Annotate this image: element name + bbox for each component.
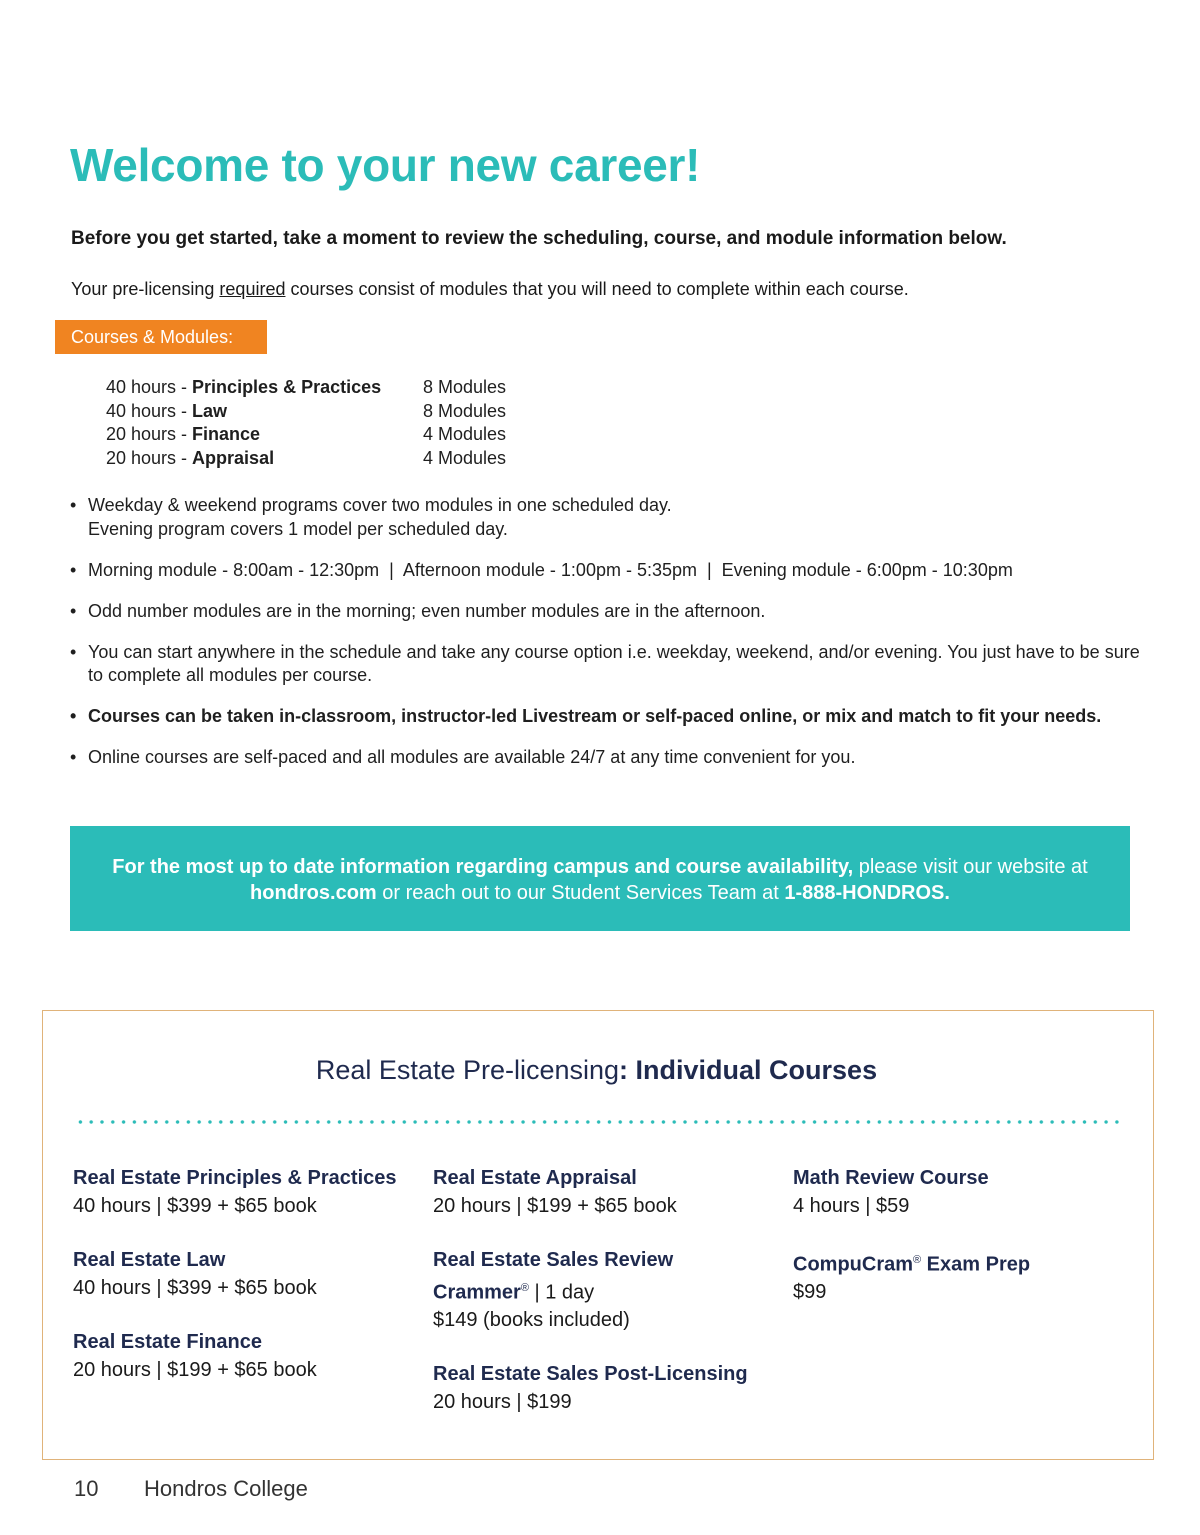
callout-text: please visit our website at	[853, 856, 1088, 878]
intro-text	[71, 279, 909, 300]
dotted-divider	[75, 1119, 1125, 1125]
bullet-dot: •	[70, 747, 77, 767]
bullet-text: You can start anywhere in the schedule and take any course option i.e. weekday, weekend, and/or evening. You just have to be sure to complete all modules per course.	[88, 641, 1140, 685]
course-entry	[433, 1247, 783, 1334]
courses-column-2	[433, 1165, 783, 1443]
course-row	[106, 447, 606, 471]
course-entry	[73, 1247, 423, 1302]
course-hours: 20 hours -	[106, 447, 193, 468]
course-title: Math Review Course	[793, 1167, 989, 1189]
crammer-duration: | 1 day	[528, 1281, 595, 1304]
bullet-dot: •	[70, 495, 77, 515]
course-detail: 20 hours | $199 + $65 book	[73, 1358, 317, 1381]
bullet-module-times	[70, 559, 1140, 583]
course-entry	[73, 1329, 423, 1384]
course-modules: 8 Modules	[423, 400, 507, 421]
bullet-text: Courses can be taken in-classroom, instructor-led Livestream or self-paced online, or mix and match to fit your needs.	[88, 706, 1102, 726]
course-detail: 40 hours | $399 + $65 book	[73, 1194, 317, 1217]
course-row	[106, 376, 606, 400]
course-detail: $99	[793, 1281, 827, 1304]
registered-mark: ®	[913, 1254, 922, 1266]
course-title: Real Estate Principles & Practices	[73, 1167, 397, 1189]
course-title: Real Estate Sales Review	[433, 1249, 674, 1271]
availability-callout	[70, 826, 1130, 931]
course-title: Real Estate Appraisal	[433, 1167, 637, 1189]
intro-underline: required	[219, 279, 286, 299]
course-title: Real Estate Finance	[73, 1331, 262, 1353]
info-bullet-list	[70, 494, 1140, 787]
course-entry	[433, 1361, 783, 1416]
individual-courses-title	[0, 1055, 1193, 1086]
crammer-name: Crammer	[433, 1281, 521, 1304]
course-detail: 40 hours | $399 + $65 book	[73, 1276, 317, 1299]
course-detail: 20 hours | $199	[433, 1390, 572, 1413]
callout-text: or reach out to our Student Services Team at	[376, 882, 785, 904]
courses-column-3	[793, 1165, 1143, 1334]
course-title: Real Estate Sales Post-Licensing	[433, 1363, 748, 1386]
title-bold: : Individual Courses	[619, 1055, 878, 1085]
course-row	[106, 400, 606, 424]
compucram-suffix: Exam Prep	[921, 1253, 1031, 1276]
page-number: 10	[74, 1476, 99, 1501]
course-name: Finance	[192, 424, 261, 444]
page-title: Welcome to your new career!	[70, 139, 701, 191]
course-title-line2	[433, 1275, 783, 1307]
course-name: Principles & Practices	[192, 377, 382, 397]
registered-mark: ®	[520, 1281, 529, 1294]
phone-number: 1-888-HONDROS.	[784, 882, 950, 904]
course-entry	[73, 1165, 423, 1220]
bullet-formats	[70, 705, 1140, 729]
course-hours: 40 hours -	[106, 377, 193, 397]
bullet-online	[70, 746, 1140, 770]
course-modules: 4 Modules	[423, 447, 507, 468]
intro-pre: Your pre-licensing	[71, 279, 220, 299]
course-entry	[433, 1165, 783, 1220]
course-name: Law	[192, 400, 228, 421]
courses-column-1	[73, 1165, 423, 1411]
bullet-text: Online courses are self-paced and all modules are available 24/7 at any time convenient for you.	[88, 747, 856, 767]
callout-bold-lead: For the most up to date information regarding campus and course availability,	[112, 856, 854, 878]
course-title: Real Estate Law	[73, 1249, 226, 1271]
course-module-list	[106, 376, 606, 470]
bullet-text: Odd number modules are in the morning; even number modules are in the afternoon.	[88, 600, 766, 621]
course-entry	[793, 1165, 1143, 1220]
course-entry	[793, 1247, 1143, 1307]
course-detail: 20 hours | $199 + $65 book	[433, 1194, 677, 1217]
compucram-name: CompuCram	[793, 1253, 914, 1276]
website-link[interactable]: hondros.com	[250, 882, 377, 904]
course-modules: 8 Modules	[423, 377, 507, 397]
course-name: Appraisal	[192, 447, 275, 468]
course-title	[793, 1247, 1143, 1279]
bullet-dot: •	[70, 559, 77, 580]
course-hours: 40 hours -	[106, 400, 193, 421]
course-row	[106, 423, 606, 447]
bullet-dot: •	[70, 706, 77, 726]
course-detail: $149 (books included)	[433, 1308, 630, 1331]
title-light: Real Estate Pre-licensing	[315, 1055, 620, 1085]
course-modules: 4 Modules	[423, 424, 507, 444]
course-detail: 4 hours | $59	[793, 1194, 910, 1217]
bullet-dot: •	[70, 600, 77, 621]
bullet-text: Evening program covers 1 model per scheduled day.	[88, 518, 508, 539]
bullet-text: Morning module - 8:00am - 12:30pm | Afternoon module - 1:00pm - 5:35pm | Evening module - 6:00pm - 10:30pm	[88, 559, 1013, 580]
bullet-dot: •	[70, 641, 77, 662]
intro-bold-text: Before you get started, take a moment to review the scheduling, course, and module information below.	[71, 228, 1007, 249]
courses-modules-badge: Courses & Modules:	[55, 320, 267, 354]
bullet-programs	[70, 494, 1140, 541]
footer-org-name: Hondros College	[144, 1476, 308, 1501]
bullet-text: Weekday & weekend programs cover two modules in one scheduled day.	[88, 495, 672, 515]
bullet-start-anywhere	[70, 641, 1140, 688]
bullet-odd-even	[70, 600, 1140, 624]
course-hours: 20 hours -	[106, 424, 193, 444]
intro-post: courses consist of modules that you will need to complete within each course.	[285, 279, 909, 299]
